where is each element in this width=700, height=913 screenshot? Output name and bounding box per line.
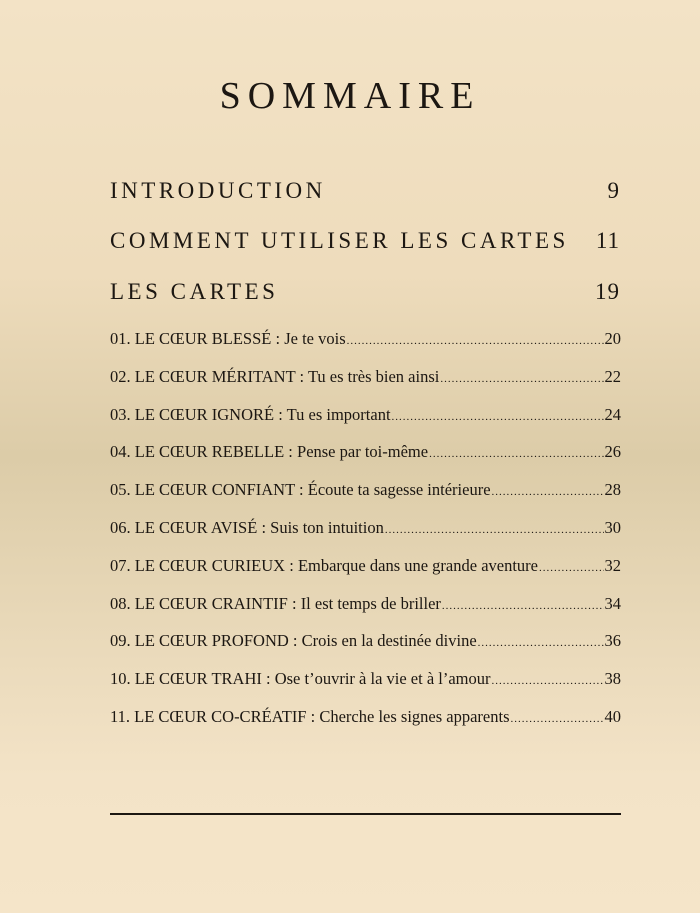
toc-entry[interactable] xyxy=(110,405,621,425)
dot-leader xyxy=(442,600,604,612)
entry-number: 11. xyxy=(110,707,131,726)
section-label: INTRODUCTION xyxy=(110,178,326,203)
entry-number: 06. xyxy=(110,518,131,537)
entry-subtitle: Cherche les signes apparents xyxy=(319,707,510,726)
section-page: 9 xyxy=(607,178,620,203)
dot-leader xyxy=(511,713,604,725)
entry-page: 22 xyxy=(604,366,621,386)
entry-number: 05. xyxy=(110,480,131,500)
entry-page: 38 xyxy=(604,669,621,689)
entry-text: 03. LE CŒUR IGNORÉ : Tu es important xyxy=(110,404,391,424)
dot-leader xyxy=(492,675,604,687)
entry-page: 26 xyxy=(604,442,621,462)
entry-number: 08. xyxy=(110,593,131,613)
dot-leader xyxy=(478,637,604,649)
entry-subtitle: Écoute ta sagesse intérieure xyxy=(307,480,491,500)
toc-section[interactable] xyxy=(110,228,620,254)
entry-subtitle: Tu es important xyxy=(286,404,391,424)
entry-page: 34 xyxy=(604,593,621,613)
dot-leader xyxy=(429,448,603,460)
entry-page: 28 xyxy=(604,480,621,500)
entry-text: 10. LE CŒUR TRAHI : Ose t’ouvrir à la vie et à l’amour xyxy=(110,669,491,689)
toc-entry[interactable] xyxy=(110,329,621,349)
entry-subtitle: Crois en la destinée divine xyxy=(301,631,477,651)
toc-entry[interactable] xyxy=(110,480,621,500)
entry-subtitle: Suis ton intuition xyxy=(270,518,384,537)
entry-page: 20 xyxy=(604,329,621,348)
entry-subtitle: Il est temps de briller xyxy=(300,593,441,613)
entry-name: LE CŒUR CURIEUX xyxy=(134,555,286,575)
entry-name: LE CŒUR CRAINTIF xyxy=(134,593,288,613)
section-label: LES CARTES xyxy=(110,279,279,304)
entry-number: 02. xyxy=(110,366,131,386)
entry-name: LE CŒUR MÉRITANT xyxy=(134,366,296,386)
entry-page: 30 xyxy=(604,518,621,537)
toc-entry[interactable] xyxy=(110,556,621,576)
entry-subtitle: Embarque dans une grande aventure xyxy=(297,555,539,575)
toc-entry[interactable] xyxy=(110,442,621,462)
entry-number: 10. xyxy=(110,669,131,689)
entry-page: 32 xyxy=(604,555,621,575)
entry-text: 11. LE CŒUR CO-CRÉATIF : Cherche les signes apparents xyxy=(110,707,510,726)
dot-leader xyxy=(539,562,603,574)
entry-name: LE CŒUR AVISÉ xyxy=(134,518,258,537)
entry-name: LE CŒUR BLESSÉ xyxy=(134,329,272,348)
dot-leader xyxy=(385,524,604,536)
entry-text: 07. LE CŒUR CURIEUX : Embarque dans une grande aventure xyxy=(110,555,539,575)
entry-subtitle: Je te vois xyxy=(284,329,346,348)
entry-number: 01. xyxy=(110,329,131,348)
entry-number: 04. xyxy=(110,442,131,462)
dot-leader xyxy=(347,335,604,347)
toc-entry[interactable] xyxy=(110,367,621,387)
entry-subtitle: Ose t’ouvrir à la vie et à l’amour xyxy=(274,669,491,689)
dot-leader xyxy=(440,373,603,385)
toc-section[interactable] xyxy=(110,178,620,204)
section-page: 19 xyxy=(595,279,620,304)
toc-entry[interactable] xyxy=(110,669,621,689)
entry-name: LE CŒUR PROFOND xyxy=(134,631,289,651)
dot-leader xyxy=(392,411,604,423)
section-page: 11 xyxy=(595,228,620,253)
page-title: SOMMAIRE xyxy=(219,75,481,117)
entry-name: LE CŒUR IGNORÉ xyxy=(134,404,275,424)
entry-name: LE CŒUR TRAHI xyxy=(134,669,262,689)
entry-text: 02. LE CŒUR MÉRITANT : Tu es très bien ainsi xyxy=(110,366,440,386)
entry-text: 06. LE CŒUR AVISÉ : Suis ton intuition xyxy=(110,518,384,537)
entry-subtitle: Tu es très bien ainsi xyxy=(307,366,440,386)
toc-entry[interactable] xyxy=(110,631,621,651)
entry-text: 09. LE CŒUR PROFOND : Crois en la destinée divine xyxy=(110,631,477,651)
entry-text: 08. LE CŒUR CRAINTIF : Il est temps de briller xyxy=(110,593,441,613)
dot-leader xyxy=(492,486,604,498)
entry-name: LE CŒUR CO-CRÉATIF xyxy=(134,707,307,726)
entry-number: 09. xyxy=(110,631,131,651)
entry-number: 03. xyxy=(110,404,131,424)
entry-text: 04. LE CŒUR REBELLE : Pense par toi-même xyxy=(110,442,429,462)
entry-text: 01. LE CŒUR BLESSÉ : Je te vois xyxy=(110,329,346,348)
section-label: COMMENT UTILISER LES CARTES xyxy=(110,228,569,253)
toc-entry[interactable] xyxy=(110,518,621,538)
entry-page: 36 xyxy=(604,631,621,651)
toc-entry[interactable] xyxy=(110,707,621,727)
toc-entry[interactable] xyxy=(110,594,621,614)
divider xyxy=(110,813,621,815)
entry-name: LE CŒUR CONFIANT xyxy=(134,480,295,500)
entry-page: 40 xyxy=(604,707,621,726)
toc-section[interactable] xyxy=(110,279,620,305)
entry-text: 05. LE CŒUR CONFIANT : Écoute ta sagesse intérieure xyxy=(110,480,491,500)
entry-page: 24 xyxy=(604,404,621,424)
entry-name: LE CŒUR REBELLE xyxy=(134,442,285,462)
entry-number: 07. xyxy=(110,555,131,575)
entry-subtitle: Pense par toi-même xyxy=(297,442,429,462)
